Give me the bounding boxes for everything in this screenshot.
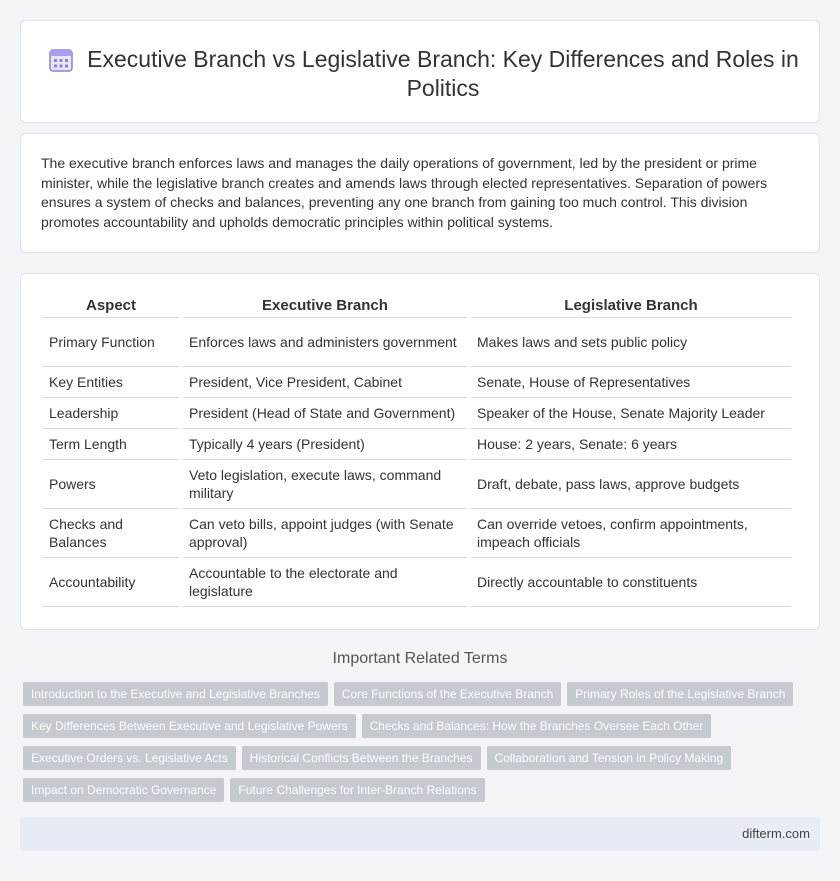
table-cell: House: 2 years, Senate: 6 years — [471, 429, 791, 460]
calendar-grid-icon — [47, 46, 75, 74]
table-cell: Accountable to the electorate and legislature — [183, 558, 467, 607]
table-cell: Leadership — [43, 398, 179, 429]
related-term-tag[interactable]: Checks and Balances: How the Branches Oversee Each Other — [362, 714, 712, 738]
table-row — [43, 509, 791, 558]
comparison-table — [39, 294, 795, 607]
header-aspect: Aspect — [43, 294, 179, 318]
table-cell: President (Head of State and Government) — [183, 398, 467, 429]
related-term-tag[interactable]: Primary Roles of the Legislative Branch — [567, 682, 793, 706]
comparison-table-card — [20, 273, 820, 630]
related-term-tag[interactable]: Collaboration and Tension in Policy Making — [487, 746, 732, 770]
page-title: Executive Branch vs Legislative Branch: Key Differences and Roles in Politics — [87, 46, 799, 101]
related-term-tag[interactable]: Core Functions of the Executive Branch — [334, 682, 561, 706]
table-row — [43, 398, 791, 429]
table-row — [43, 318, 791, 367]
related-term-tag[interactable]: Historical Conflicts Between the Branches — [242, 746, 481, 770]
intro-card — [20, 133, 820, 253]
table-cell: Can override vetoes, confirm appointments, impeach officials — [471, 509, 791, 558]
table-header-row — [43, 294, 791, 318]
header-executive: Executive Branch — [183, 294, 467, 318]
related-term-tag[interactable]: Introduction to the Executive and Legislative Branches — [23, 682, 328, 706]
table-row — [43, 460, 791, 509]
table-cell: Term Length — [43, 429, 179, 460]
table-cell: Can veto bills, appoint judges (with Senate approval) — [183, 509, 467, 558]
related-term-tag[interactable]: Executive Orders vs. Legislative Acts — [23, 746, 236, 770]
table-cell: Primary Function — [43, 318, 179, 367]
table-cell: Senate, House of Representatives — [471, 367, 791, 398]
related-terms-title: Important Related Terms — [332, 650, 508, 667]
related-term-tag[interactable]: Key Differences Between Executive and Legislative Powers — [23, 714, 356, 738]
table-cell: Typically 4 years (President) — [183, 429, 467, 460]
table-cell: Enforces laws and administers government — [183, 318, 467, 367]
table-cell: Makes laws and sets public policy — [471, 318, 791, 367]
table-cell: Powers — [43, 460, 179, 509]
table-row — [43, 367, 791, 398]
table-cell: President, Vice President, Cabinet — [183, 367, 467, 398]
related-term-tag[interactable]: Future Challenges for Inter-Branch Relations — [230, 778, 484, 802]
header-card — [20, 20, 820, 123]
table-cell: Checks and Balances — [43, 509, 179, 558]
table-row — [43, 558, 791, 607]
table-cell: Directly accountable to constituents — [471, 558, 791, 607]
related-terms-list — [23, 682, 823, 810]
table-cell: Veto legislation, execute laws, command military — [183, 460, 467, 509]
table-cell: Accountability — [43, 558, 179, 607]
footer-site-link[interactable]: difterm.com — [742, 826, 810, 841]
footer — [20, 817, 820, 851]
table-cell: Speaker of the House, Senate Majority Leader — [471, 398, 791, 429]
table-cell: Key Entities — [43, 367, 179, 398]
table-row — [43, 429, 791, 460]
table-cell: Draft, debate, pass laws, approve budgets — [471, 460, 791, 509]
header-legislative: Legislative Branch — [471, 294, 791, 318]
intro-text: The executive branch enforces laws and manages the daily operations of government, led by the president or prime minister, while the legislative branch creates and amends laws through elected representatives. Separation of powers ensures a system of checks and balances, preventing any one branch from gaining too much control. This division promotes accountability and upholds democratic principles within political systems. — [41, 155, 768, 230]
related-term-tag[interactable]: Impact on Democratic Governance — [23, 778, 224, 802]
